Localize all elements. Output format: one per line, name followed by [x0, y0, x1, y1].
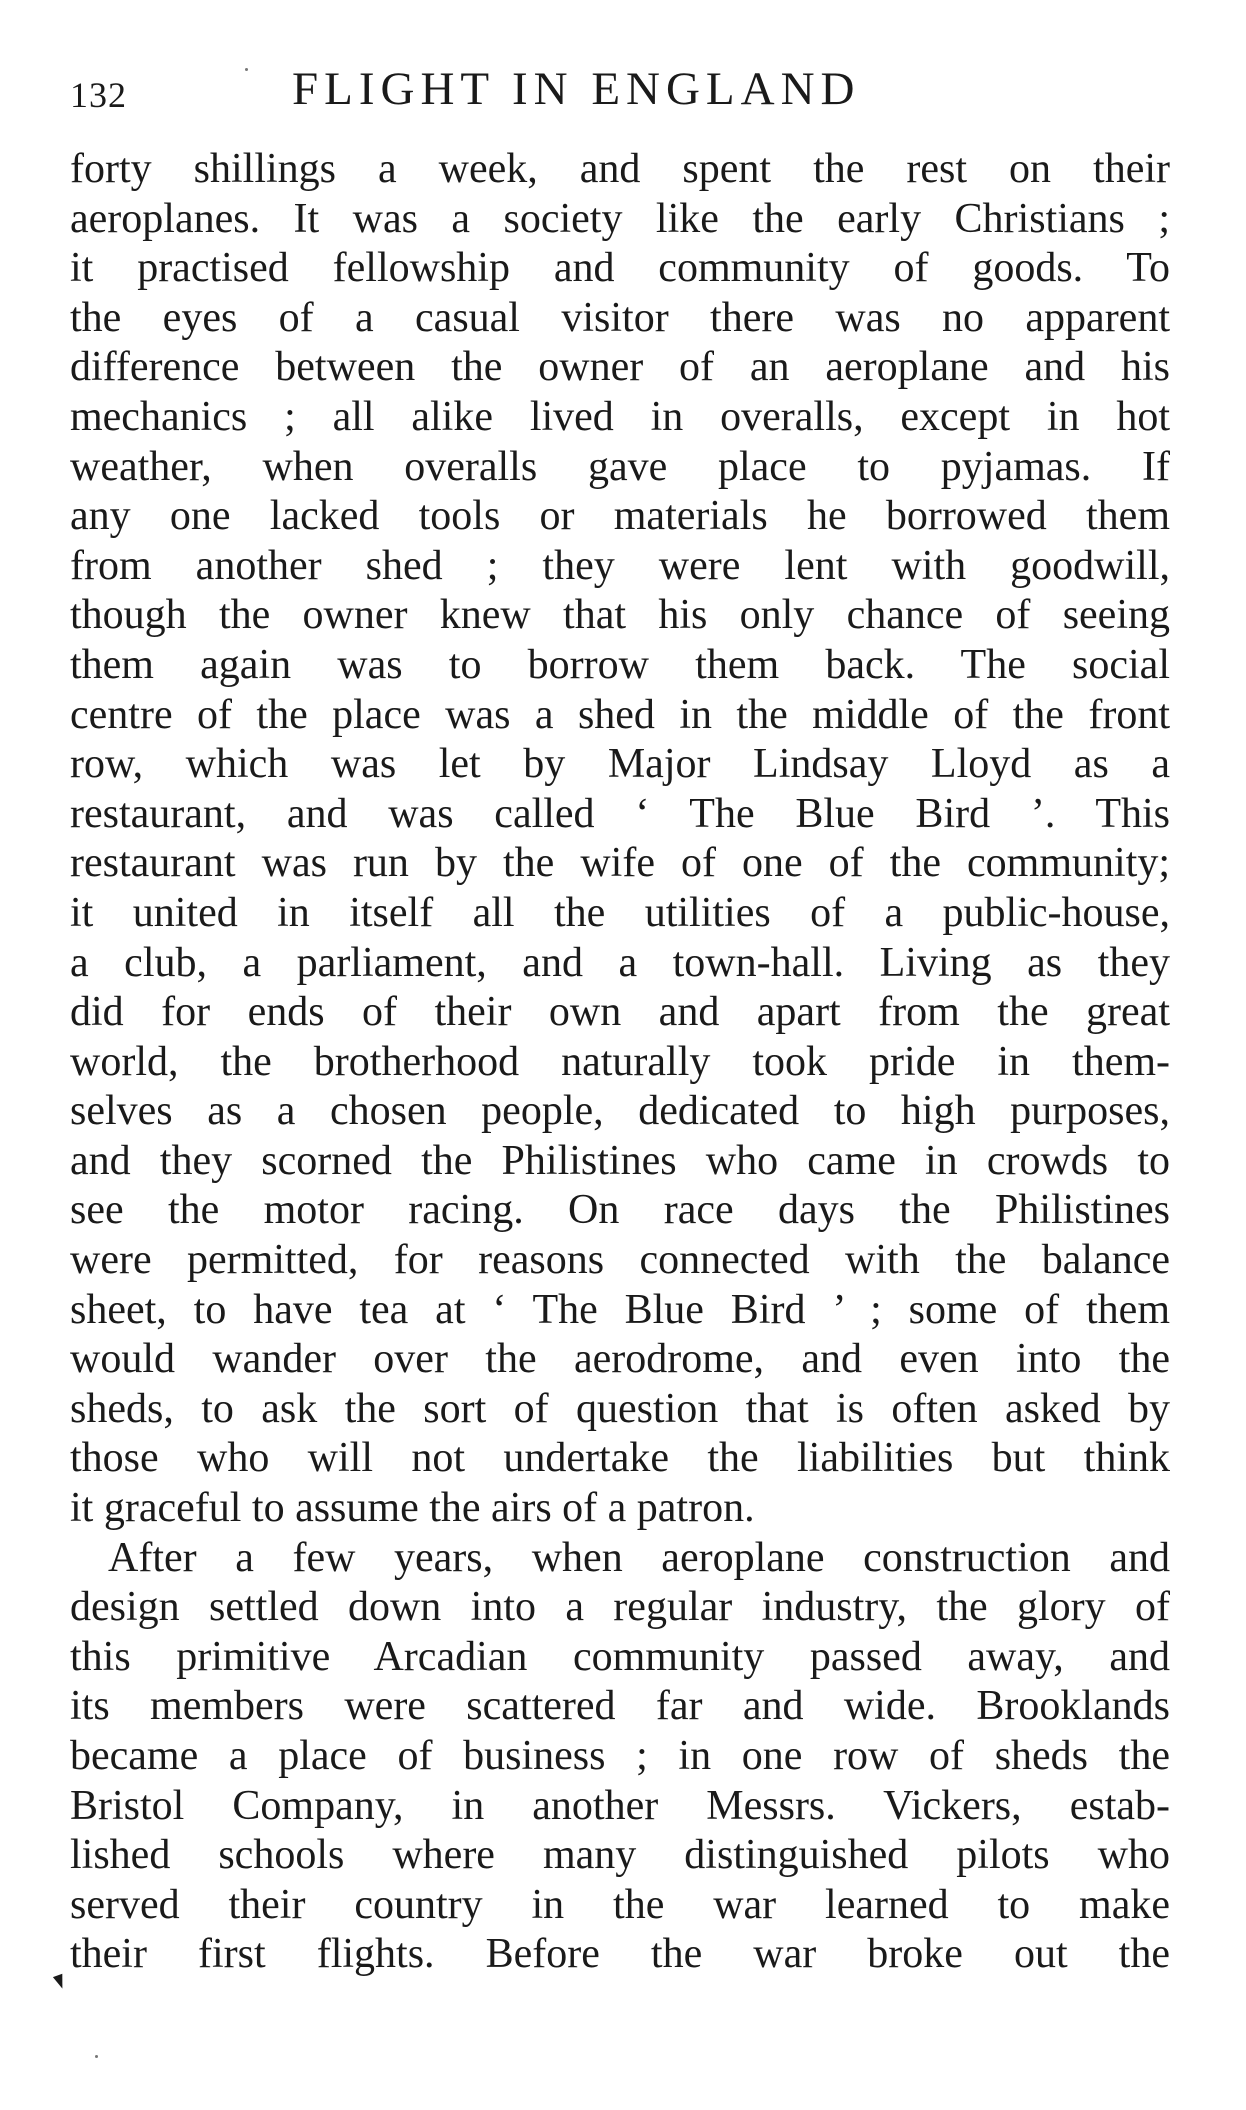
- text-line: world, the brotherhood naturally took pride in them-: [70, 1038, 1170, 1085]
- text-line: its members were scattered far and wide. Brooklands: [70, 1683, 1170, 1730]
- text-line: forty shillings a week, and spent the rest on their: [70, 146, 1170, 192]
- text-line: lished schools where many distinguished pilots who: [70, 1832, 1170, 1879]
- text-line: sheds, to ask the sort of question that is often asked by: [70, 1385, 1170, 1432]
- text-line: centre of the place was a shed in the middle of the front: [70, 691, 1170, 738]
- text-line: it united in itself all the utilities of a public-house,: [70, 889, 1170, 936]
- text-line: served their country in the war learned to make: [70, 1881, 1170, 1928]
- scan-speck: [245, 68, 248, 71]
- text-line: any one lacked tools or materials he borrowed them: [70, 493, 1170, 540]
- text-line: restaurant was run by the wife of one of the community;: [70, 840, 1170, 887]
- text-line: the eyes of a casual visitor there was no apparent: [70, 294, 1170, 341]
- paragraph-2: [70, 1534, 1170, 1980]
- text-line: Bristol Company, in another Messrs. Vickers, estab-: [70, 1782, 1170, 1829]
- text-line: and they scorned the Philistines who came in crowds to: [70, 1137, 1170, 1184]
- text-line: row, which was let by Major Lindsay Lloyd as a: [70, 741, 1170, 788]
- page-header: [70, 62, 1170, 122]
- text-line: did for ends of their own and apart from the great: [70, 989, 1170, 1036]
- body-text: [70, 145, 1170, 1980]
- page-number: 132: [70, 75, 127, 115]
- text-line: from another shed ; they were lent with goodwill,: [70, 542, 1170, 589]
- text-line: them again was to borrow them back. The social: [70, 641, 1170, 688]
- paragraph-1: [70, 145, 1170, 1534]
- text-line: it practised fellowship and community of goods. To: [70, 245, 1170, 292]
- text-line: difference between the owner of an aeroplane and his: [70, 344, 1170, 391]
- text-line: their first flights. Before the war broke out the: [70, 1931, 1170, 1978]
- text-line: this primitive Arcadian community passed away, and: [70, 1633, 1170, 1680]
- text-line: became a place of business ; in one row of sheds the: [70, 1733, 1170, 1779]
- text-line: it graceful to assume the airs of a patron.: [70, 1485, 755, 1532]
- text-line: sheet, to have tea at ‘ The Blue Bird ’ ; some of them: [70, 1286, 1170, 1333]
- text-line: a club, a parliament, and a town-hall. Living as they: [70, 939, 1170, 986]
- text-line: were permitted, for reasons connected with the balance: [70, 1237, 1170, 1284]
- running-head: FLIGHT IN ENGLAND: [292, 63, 861, 115]
- text-line: selves as a chosen people, dedicated to high purposes,: [70, 1088, 1170, 1135]
- margin-mark-icon: [53, 1974, 67, 1991]
- text-line: would wander over the aerodrome, and even into the: [70, 1336, 1170, 1383]
- text-line: see the motor racing. On race days the Philistines: [70, 1187, 1170, 1234]
- text-line: weather, when overalls gave place to pyjamas. If: [70, 443, 1170, 490]
- text-line: aeroplanes. It was a society like the early Christians ;: [70, 195, 1170, 242]
- text-line: mechanics ; all alike lived in overalls, except in hot: [70, 393, 1170, 440]
- scan-speck: [95, 2055, 98, 2058]
- text-line: restaurant, and was called ‘ The Blue Bird ’. This: [70, 790, 1170, 837]
- text-line: though the owner knew that his only chance of seeing: [70, 592, 1170, 639]
- text-line: design settled down into a regular industry, the glory of: [70, 1584, 1170, 1631]
- text-line: After a few years, when aeroplane construction and: [108, 1534, 1170, 1581]
- text-line: those who will not undertake the liabilities but think: [70, 1435, 1170, 1482]
